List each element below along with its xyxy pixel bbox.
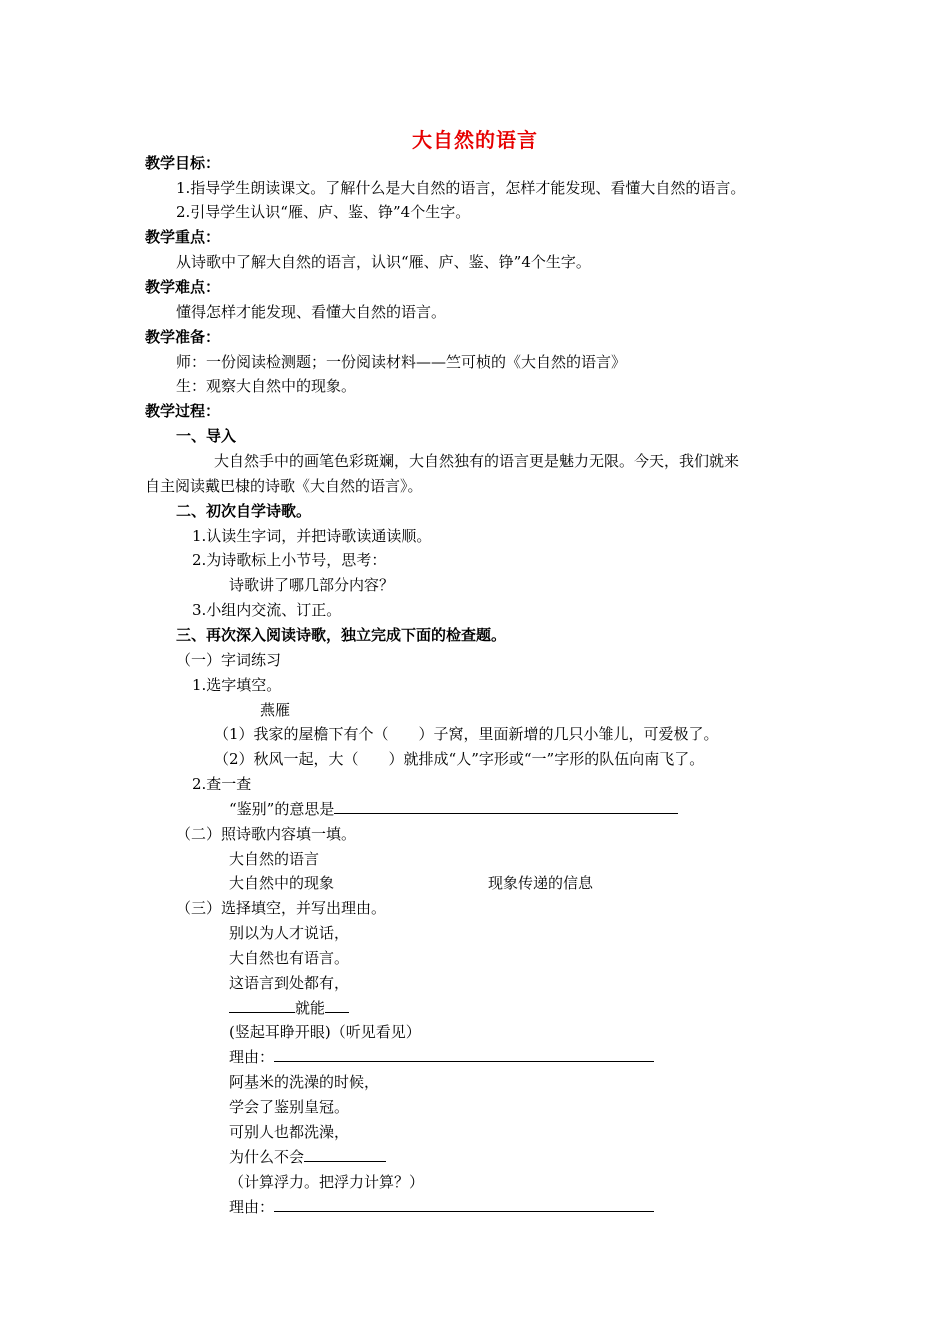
poem-1-line-1: 别以为人才说话， [229, 924, 350, 942]
question-1b: （2）秋风一起，大（ ）就排成“人”字形或“一”字形的队伍向南飞了。 [214, 750, 705, 768]
blank-1[interactable] [229, 998, 295, 1013]
question-1: 1.选字填空。 [192, 676, 282, 694]
answer-blank[interactable] [334, 799, 678, 814]
poem-2-line-3: 可别人也都洗澡， [229, 1123, 350, 1141]
part-2-sub: 大自然的语言 [229, 850, 320, 868]
poem-1-blank-line [229, 998, 349, 1018]
question-1a: （1）我家的屋檐下有个（ ）子窝，里面新增的几只小雏儿，可爱极了。 [214, 725, 719, 743]
section-2-item-2-sub: 诗歌讲了哪几部分内容？ [229, 576, 395, 594]
reason-2-blank[interactable] [274, 1197, 654, 1212]
part-1-heading: （一）字词练习 [176, 651, 282, 669]
section-2-item-3: 3.小组内交流、订正。 [192, 601, 342, 619]
section-2-item-2: 2.为诗歌标上小节号，思考： [192, 551, 387, 569]
document-title: 大自然的语言 [412, 128, 538, 152]
preparation-teacher: 师：一份阅读检测题；一份阅读材料——竺可桢的《大自然的语言》 [176, 353, 627, 371]
poem-1-line-3: 这语言到处都有， [229, 974, 350, 992]
poem-2-line-2: 学会了鉴别皇冠。 [229, 1098, 350, 1116]
section-2-item-1: 1.认读生字词，并把诗歌读通读顺。 [192, 527, 432, 545]
objectives-heading: 教学目标： [145, 154, 221, 172]
options-2: （计算浮力。把浮力计算？） [229, 1173, 425, 1191]
blank-connector: 就能 [295, 999, 326, 1017]
section-1-text-line2: 自主阅读戴巴棣的诗歌《大自然的语言》。 [145, 477, 423, 495]
poem-2-line-4 [229, 1147, 386, 1167]
question-2: 2.查一查 [192, 775, 252, 793]
difficulties-text: 懂得怎样才能发现、看懂大自然的语言。 [176, 303, 447, 321]
section-1-text-line1: 大自然手中的画笔色彩斑斓，大自然独有的语言更是魅力无限。今天，我们就来 [214, 452, 740, 470]
section-3-heading: 三、再次深入阅读诗歌，独立完成下面的检查题。 [176, 626, 507, 644]
question-2-text: “鉴别”的意思是 [229, 800, 335, 818]
part-3-heading: （三）选择填空，并写出理由。 [176, 899, 387, 917]
poem-2-last-text: 为什么不会 [229, 1148, 305, 1166]
preparation-heading: 教学准备： [145, 328, 221, 346]
part-2-col-phenomenon: 大自然中的现象 [229, 874, 335, 892]
reason-2-line [229, 1197, 654, 1217]
poem-2-line-1: 阿基米的洗澡的时候， [229, 1073, 380, 1091]
key-points-heading: 教学重点： [145, 228, 221, 246]
section-2-heading: 二、初次自学诗歌。 [176, 502, 312, 520]
reason-1-blank[interactable] [274, 1047, 654, 1062]
options-1: (竖起耳睁开眼)（听见看见） [229, 1023, 421, 1041]
word-choices: 燕雁 [260, 701, 291, 719]
objective-item-1: 1.指导学生朗读课文。了解什么是大自然的语言，怎样才能发现、看懂大自然的语言。 [176, 179, 746, 197]
part-2-heading: （二）照诗歌内容填一填。 [176, 825, 357, 843]
process-heading: 教学过程： [145, 402, 221, 420]
part-2-col-message: 现象传递的信息 [488, 874, 594, 892]
blank-3[interactable] [304, 1147, 386, 1162]
reason-1-label: 理由： [229, 1048, 275, 1066]
preparation-student: 生：观察大自然中的现象。 [176, 377, 357, 395]
key-points-text: 从诗歌中了解大自然的语言，认识“雁、庐、鉴、铮”4个生字。 [176, 253, 591, 271]
question-2-line [229, 799, 678, 819]
reason-1-line [229, 1047, 654, 1067]
poem-1-line-2: 大自然也有语言。 [229, 949, 350, 967]
difficulties-heading: 教学难点： [145, 278, 221, 296]
objective-item-2: 2.引导学生认识“雁、庐、鉴、铮”4个生字。 [176, 203, 471, 221]
blank-2[interactable] [325, 998, 349, 1013]
reason-2-label: 理由： [229, 1198, 275, 1216]
section-1-heading: 一、导入 [176, 427, 237, 445]
